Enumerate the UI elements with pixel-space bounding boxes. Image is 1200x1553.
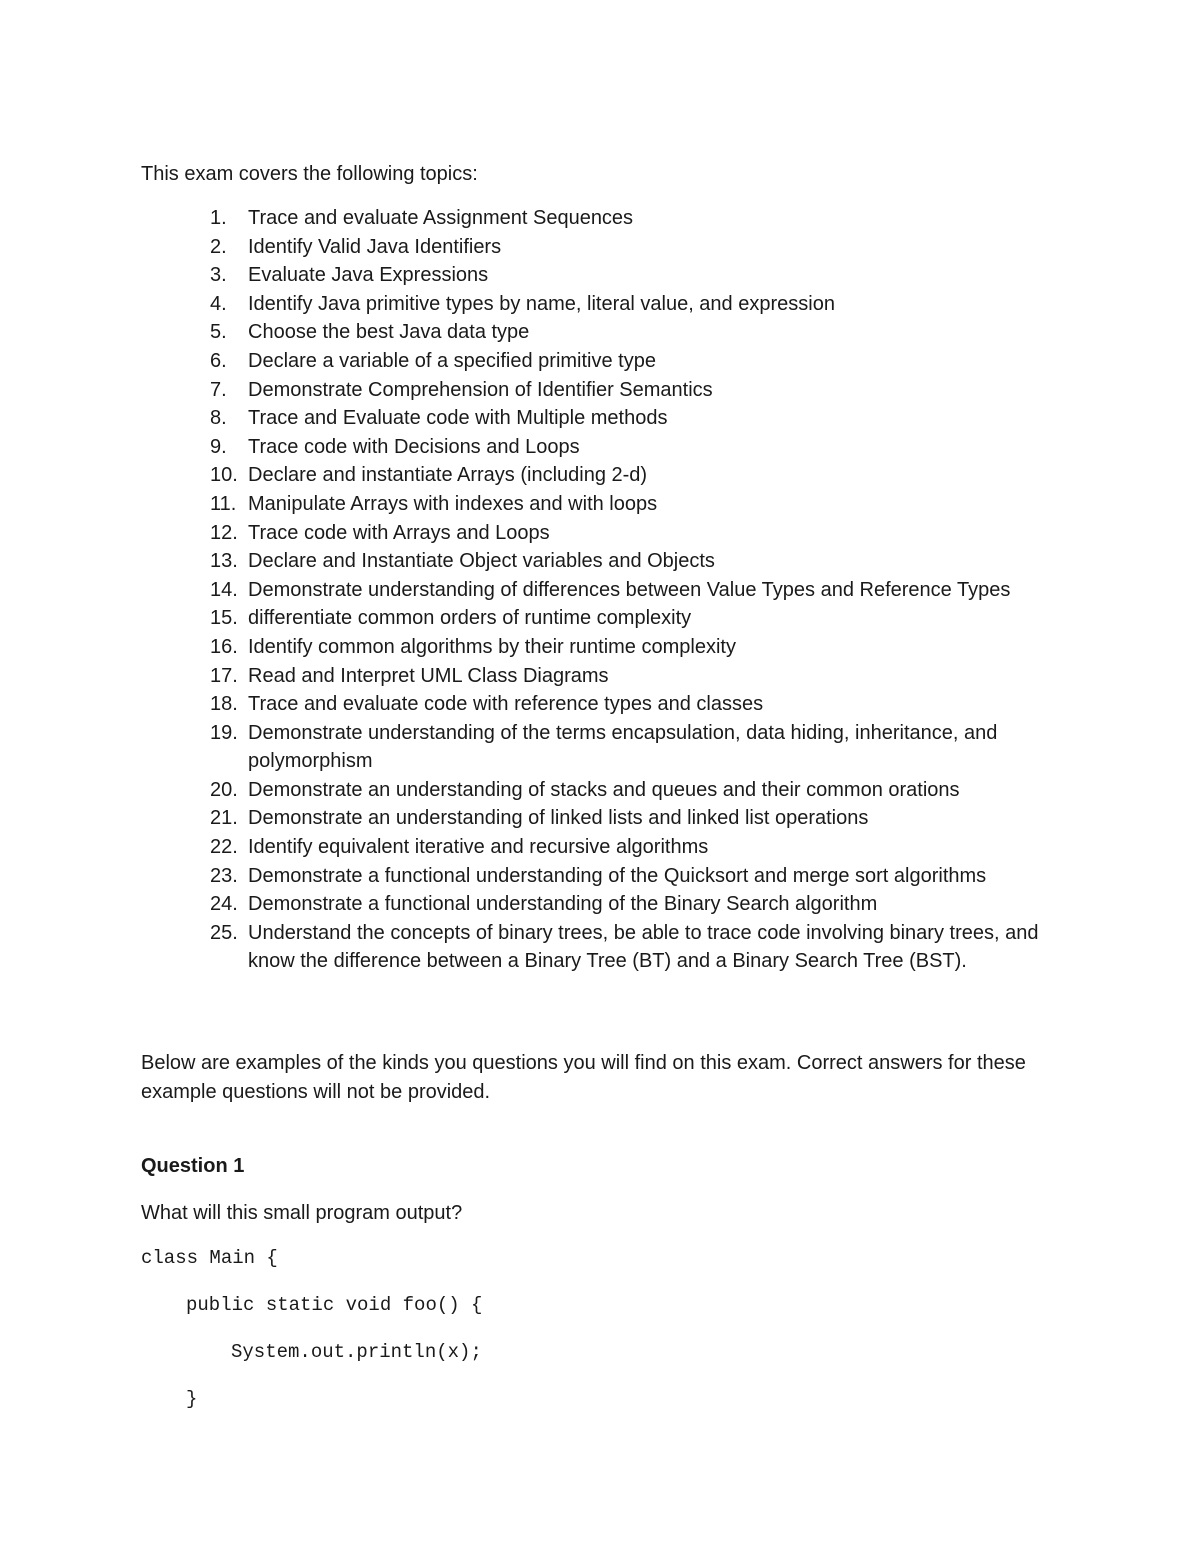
list-number: 11. bbox=[210, 492, 237, 515]
code-line-print: System.out.println(x); bbox=[231, 1341, 482, 1363]
list-number: 25. bbox=[210, 921, 238, 944]
list-item bbox=[210, 490, 1070, 519]
list-text: Identify common algorithms by their runtime complexity bbox=[248, 635, 736, 658]
intro-text: This exam covers the following topics: bbox=[141, 163, 478, 185]
list-number: 19. bbox=[210, 721, 238, 744]
list-item bbox=[210, 776, 1070, 805]
list-text: Evaluate Java Expressions bbox=[248, 264, 489, 287]
list-text: Demonstrate understanding of the terms encapsulation, data hiding, inheritance, and polymorphism bbox=[248, 721, 998, 773]
list-text: Demonstrate an understanding of linked lists and linked list operations bbox=[248, 807, 869, 830]
list-item bbox=[210, 433, 1070, 462]
list-number: 5. bbox=[210, 321, 227, 344]
list-text: Identify Java primitive types by name, literal value, and expression bbox=[248, 292, 835, 315]
list-number: 22. bbox=[210, 836, 238, 859]
list-item bbox=[210, 690, 1070, 719]
list-text: Demonstrate a functional understanding of the Quicksort and merge sort algorithms bbox=[248, 864, 987, 887]
list-item bbox=[210, 347, 1070, 376]
list-item bbox=[210, 318, 1070, 347]
list-item bbox=[210, 662, 1070, 691]
list-number: 9. bbox=[210, 435, 227, 458]
list-number: 13. bbox=[210, 550, 238, 573]
list-text: Trace code with Decisions and Loops bbox=[248, 435, 580, 458]
question-heading: Question 1 bbox=[141, 1155, 245, 1177]
list-item bbox=[210, 519, 1070, 548]
list-number: 7. bbox=[210, 378, 227, 401]
list-number: 1. bbox=[210, 207, 227, 229]
list-number: 3. bbox=[210, 264, 227, 287]
list-text: differentiate common orders of runtime complexity bbox=[248, 607, 692, 630]
list-number: 16. bbox=[210, 635, 238, 658]
list-item bbox=[210, 890, 1070, 919]
list-number: 23. bbox=[210, 864, 238, 887]
list-item bbox=[210, 233, 1070, 262]
list-item bbox=[210, 547, 1070, 576]
list-item bbox=[210, 919, 1070, 976]
list-text: Identify Valid Java Identifiers bbox=[248, 235, 502, 258]
list-text: Trace and evaluate code with reference types and classes bbox=[248, 693, 764, 716]
list-text: Demonstrate Comprehension of Identifier Semantics bbox=[248, 378, 713, 401]
list-number: 17. bbox=[210, 664, 238, 687]
list-text: Read and Interpret UML Class Diagrams bbox=[248, 664, 609, 687]
list-item bbox=[210, 576, 1070, 605]
list-number: 18. bbox=[210, 693, 238, 716]
list-text: Understand the concepts of binary trees, be able to trace code involving binary trees, and know the difference between a Binary Tree (BT) and a Binary Search Tree (BST). bbox=[248, 921, 1039, 973]
code-line-close-brace: } bbox=[186, 1388, 198, 1410]
list-item bbox=[210, 376, 1070, 405]
list-text: Trace and evaluate Assignment Sequences bbox=[248, 207, 634, 229]
list-text: Demonstrate a functional understanding of the Binary Search algorithm bbox=[248, 893, 878, 916]
list-item bbox=[210, 719, 1070, 776]
list-number: 12. bbox=[210, 521, 238, 544]
list-number: 8. bbox=[210, 407, 227, 430]
list-text: Trace code with Arrays and Loops bbox=[248, 521, 550, 544]
list-item bbox=[210, 204, 1070, 233]
list-number: 14. bbox=[210, 578, 238, 601]
list-item bbox=[210, 604, 1070, 633]
list-text: Declare and Instantiate Object variables and Objects bbox=[248, 550, 715, 573]
list-item bbox=[210, 862, 1070, 891]
list-number: 4. bbox=[210, 292, 227, 315]
list-item bbox=[210, 833, 1070, 862]
list-number: 6. bbox=[210, 349, 227, 372]
list-number: 15. bbox=[210, 607, 238, 630]
topic-list bbox=[210, 204, 1070, 976]
list-item bbox=[210, 261, 1070, 290]
list-text: Choose the best Java data type bbox=[248, 321, 530, 344]
list-item bbox=[210, 461, 1070, 490]
list-text: Manipulate Arrays with indexes and with loops bbox=[248, 492, 658, 515]
list-text: Trace and Evaluate code with Multiple methods bbox=[248, 407, 668, 430]
list-number: 10. bbox=[210, 464, 238, 487]
list-number: 20. bbox=[210, 778, 238, 801]
list-text: Identify equivalent iterative and recursive algorithms bbox=[248, 836, 709, 859]
code-line-method: public static void foo() { bbox=[186, 1294, 483, 1316]
code-line-class: class Main { bbox=[141, 1247, 278, 1269]
list-text: Declare and instantiate Arrays (including 2-d) bbox=[248, 464, 648, 487]
list-number: 24. bbox=[210, 893, 238, 916]
list-item bbox=[210, 804, 1070, 833]
list-text: Demonstrate an understanding of stacks and queues and their common orations bbox=[248, 778, 960, 801]
examples-note: Below are examples of the kinds you questions you will find on this exam. Correct answers for these example questions will not be provided. bbox=[141, 1052, 1026, 1103]
question-prompt: What will this small program output? bbox=[141, 1202, 463, 1224]
list-text: Declare a variable of a specified primitive type bbox=[248, 349, 656, 372]
list-item bbox=[210, 290, 1070, 319]
list-item bbox=[210, 404, 1070, 433]
list-text: Demonstrate understanding of differences between Value Types and Reference Types bbox=[248, 578, 1011, 601]
list-number: 21. bbox=[210, 807, 238, 830]
list-item bbox=[210, 633, 1070, 662]
list-number: 2. bbox=[210, 235, 227, 258]
